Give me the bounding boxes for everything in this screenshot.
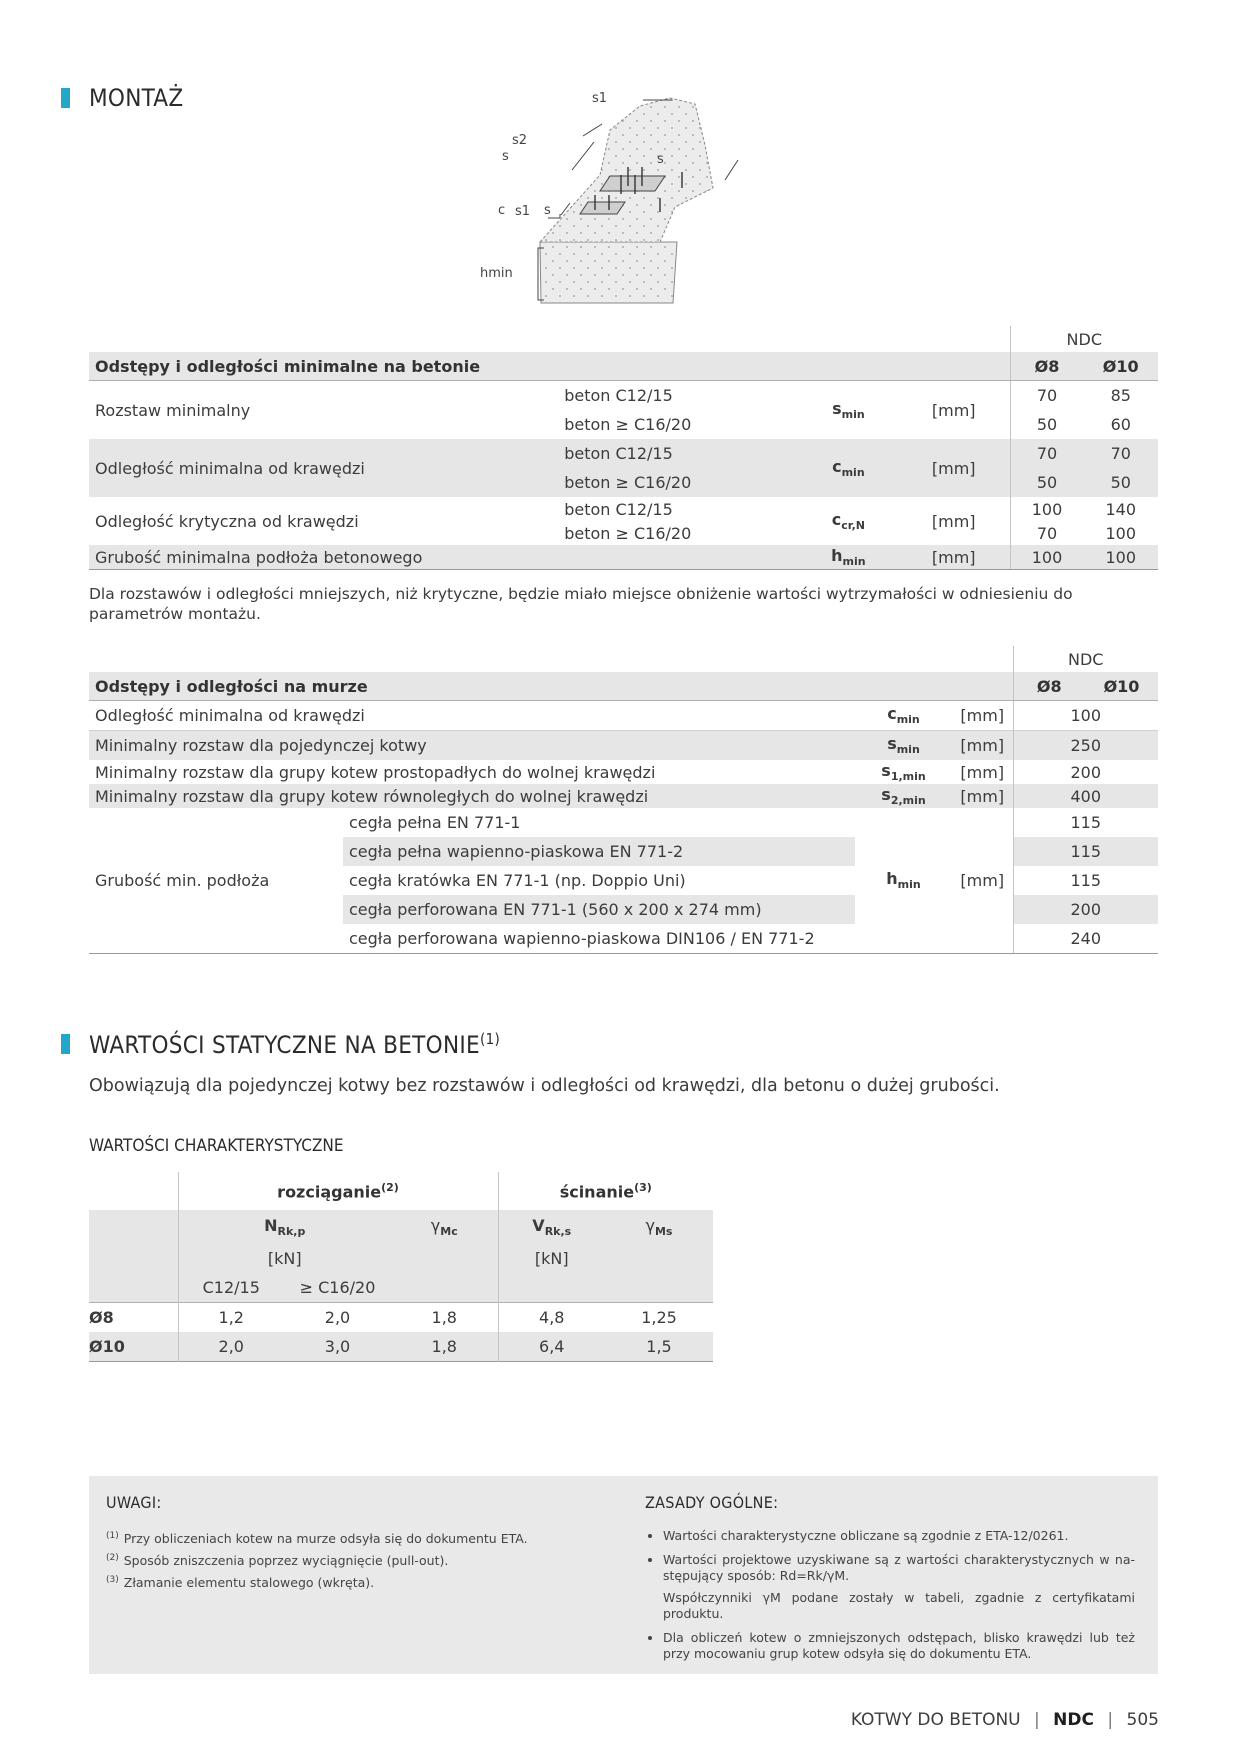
label-s1-bottom: s1 xyxy=(515,204,531,219)
row-label: Odległość minimalna od krawędzi xyxy=(89,439,558,497)
anchor-plate-2 xyxy=(580,202,625,214)
table-title: Odstępy i odległości na murze xyxy=(89,672,1013,701)
footnote: $^{(1)}$ Przy obliczeniach kotew na murze odsyła się do dokumentu ETA. xyxy=(106,1531,528,1547)
row-symbol: $c_{min}$ xyxy=(799,439,898,497)
unit-kn: [kN] xyxy=(498,1244,605,1273)
brick-name: cegła perforowana wapienno-piaskowa DIN106 / EN 771-2 xyxy=(343,924,855,954)
header-gmc: $\gamma_{Mc}$ xyxy=(430,1215,458,1239)
page-number: 505 xyxy=(1126,1710,1159,1730)
row-unit: [mm] xyxy=(960,762,1005,782)
section-title-static: WARTOŚCI STATYCZNE NA BETONIE$^{(1)}$ xyxy=(89,1030,501,1059)
static-subtitle: WARTOŚCI CHARAKTERYSTYCZNE xyxy=(89,1136,344,1156)
notes-box xyxy=(89,1476,1158,1674)
cell-value: 100 xyxy=(1105,523,1137,543)
cell-value: 70 xyxy=(1010,439,1083,468)
cell-value: 1,5 xyxy=(646,1337,672,1356)
row-symbol: $s_{min}$ xyxy=(855,731,952,761)
row-symbol: $s_{min}$ xyxy=(832,398,865,422)
list-item: • Dla obliczeń kotew o zmniejszonych odstępach, blisko krawędzi lub też przy mocowaniu grup kotew odsyła się do dokumentu ETA. xyxy=(663,1630,1135,1662)
footnote: $^{(2)}$ Sposób zniszczenia poprzez wyciągnięcie (pull-out). xyxy=(106,1553,449,1569)
row-unit: [mm] xyxy=(931,400,976,420)
label-hmin: hmin xyxy=(480,266,513,281)
row-label: Minimalny rozstaw dla pojedynczej kotwy xyxy=(89,731,855,761)
footnote: $^{(3)}$ Złamanie elementu stalowego (wkręta). xyxy=(106,1575,375,1591)
cell-value: 6,4 xyxy=(498,1332,605,1362)
table-spacing-masonry xyxy=(89,646,1158,954)
section-marker xyxy=(61,88,70,108)
cell-value: 2,0 xyxy=(324,1308,351,1327)
cell-value: 140 xyxy=(1105,499,1137,519)
table-characteristic-values xyxy=(89,1172,713,1362)
cell-value: 4,8 xyxy=(498,1303,605,1333)
group-unit: [mm] xyxy=(952,808,1013,954)
cell-value: 200 xyxy=(1013,760,1158,784)
cell-value: 250 xyxy=(1013,731,1158,761)
row-label: Rozstaw minimalny xyxy=(95,400,251,420)
cell-value: 50 xyxy=(1010,468,1083,497)
cell-value: 70 xyxy=(1010,381,1083,411)
row-symbol: $s_{1,min}$ xyxy=(881,760,926,784)
zasady-list xyxy=(645,1528,1135,1670)
row-label: Grubość minimalna podłoża betonowego xyxy=(89,545,799,570)
row-unit: [mm] xyxy=(960,706,1005,725)
anchor-plate-1 xyxy=(600,176,665,191)
row-symbol: $h_{min}$ xyxy=(799,545,898,570)
col-d10: Ø10 xyxy=(1083,352,1158,381)
row-d8: Ø8 xyxy=(89,1308,114,1327)
footer-brand: NDC xyxy=(1053,1710,1094,1730)
label-s1-top: s1 xyxy=(592,91,608,106)
row-sub: beton C12/15 xyxy=(558,439,799,468)
cell-value: 115 xyxy=(1013,808,1158,837)
cell-value: 115 xyxy=(1013,837,1158,866)
cell-value: 400 xyxy=(1013,784,1158,808)
cell-value: 3,0 xyxy=(324,1337,351,1356)
installation-diagram xyxy=(480,90,770,310)
row-sub: beton ≥ C16/20 xyxy=(564,415,692,434)
col-d8: Ø8 xyxy=(1010,352,1083,381)
unit-kn: [kN] xyxy=(178,1244,391,1273)
cell-value: 1,2 xyxy=(178,1303,284,1333)
row-label: Odległość krytyczna od krawędzi xyxy=(95,511,359,531)
brick-name: cegła pełna wapienno-piaskowa EN 771-2 xyxy=(343,837,855,866)
cell-value: 70 xyxy=(1083,439,1158,468)
row-symbol: $c_{min}$ xyxy=(887,704,920,727)
footer-section: KOTWY DO BETONU xyxy=(850,1710,1021,1730)
col-d10: Ø10 xyxy=(1085,672,1158,701)
group-label: Grubość min. podłoża xyxy=(89,808,343,954)
table-min-spacing-concrete xyxy=(89,326,1158,570)
cell-value: 240 xyxy=(1013,924,1158,954)
cell-value: 100 xyxy=(1010,497,1083,521)
row-unit: [mm] xyxy=(898,545,1010,570)
cell-value: 50 xyxy=(1010,410,1083,439)
header-shear: ścinanie$^{(3)}$ xyxy=(498,1172,713,1210)
cell-value: 70 xyxy=(1010,521,1083,545)
row-symbol: $c_{cr,N}$ xyxy=(831,509,865,533)
row-label: Minimalny rozstaw dla grupy kotew równoległych do wolnej krawędzi xyxy=(89,784,855,808)
cell-value: 100 xyxy=(1010,545,1083,570)
page-footer: KOTWY DO BETONU | NDC | 505 xyxy=(850,1710,1159,1730)
static-intro: Obowiązują dla pojedynczej kotwy bez rozstawów i odległości od krawędzi, dla betonu o dużej grubości. xyxy=(89,1076,1000,1096)
label-s-left: s xyxy=(502,149,509,164)
zasady-title: ZASADY OGÓLNE: xyxy=(645,1493,779,1512)
row-label: Minimalny rozstaw dla grupy kotew prostopadłych do wolnej krawędzi xyxy=(95,762,656,782)
cell-value: 85 xyxy=(1110,386,1131,405)
table1-note: Dla rozstawów i odległości mniejszych, niż krytyczne, będzie miało miejsce obniżenie wartości wytrzymałości w odniesieniu do parametrów montażu. xyxy=(89,585,1073,623)
list-item: • Wartości projektowe uzyskiwane są z wartości charakterystycznych w na-stępujący sposób: Rd=Rk/γM. Współczynniki γM podane zostały w tabeli, zgadnie z certyfikatami produktu. xyxy=(663,1552,1135,1622)
row-unit: [mm] xyxy=(898,439,1010,497)
row-symbol: $s_{2,min}$ xyxy=(855,784,952,808)
cell-value: 100 xyxy=(1013,701,1158,731)
header-nrk: $N_{Rk,p}$ xyxy=(178,1210,391,1244)
cell-value: 100 xyxy=(1083,545,1158,570)
row-sub: beton ≥ C16/20 xyxy=(564,523,692,543)
brick-name: cegła pełna EN 771-1 xyxy=(349,813,521,832)
ndc-header: NDC xyxy=(1010,326,1158,352)
row-sub: beton ≥ C16/20 xyxy=(558,468,799,497)
label-s-bottom: s xyxy=(544,203,551,218)
row-unit: [mm] xyxy=(931,511,976,531)
table-title: Odstępy i odległości minimalne na betonie xyxy=(89,352,1010,381)
col-c1620: ≥ C16/20 xyxy=(299,1278,376,1297)
header-tension: rozciąganie$^{(2)}$ xyxy=(178,1172,498,1210)
col-c1215: C12/15 xyxy=(178,1273,284,1303)
row-label: Odległość minimalna od krawędzi xyxy=(95,706,365,725)
header-vrk: $V_{Rk,s}$ xyxy=(498,1210,605,1244)
cell-value: 1,8 xyxy=(431,1337,457,1356)
ndc-header: NDC xyxy=(1013,646,1158,672)
row-sub: beton C12/15 xyxy=(564,499,673,519)
section-title-montaz: MONTAŻ xyxy=(89,84,184,112)
header-gms: $\gamma_{Ms}$ xyxy=(645,1215,673,1239)
row-d10: Ø10 xyxy=(89,1337,125,1356)
cell-value: 200 xyxy=(1013,895,1158,924)
list-item: • Wartości charakterystyczne obliczane są zgodnie z ETA-12/0261. xyxy=(663,1528,1135,1544)
row-unit: [mm] xyxy=(952,731,1013,761)
cell-value: 1,8 xyxy=(431,1308,457,1327)
cell-value: 1,25 xyxy=(641,1308,677,1327)
label-c: c xyxy=(498,203,506,218)
label-s2: s2 xyxy=(512,133,528,148)
cell-value: 115 xyxy=(1013,866,1158,895)
cell-value: 2,0 xyxy=(178,1332,284,1362)
row-unit: [mm] xyxy=(952,784,1013,808)
brick-name: cegła kratówka EN 771-1 (np. Doppio Uni) xyxy=(349,871,686,890)
section-marker xyxy=(61,1034,70,1054)
label-s-right: s xyxy=(657,152,664,167)
col-d8: Ø8 xyxy=(1013,672,1085,701)
uwagi-title: UWAGI: xyxy=(106,1493,162,1512)
group-symbol: $h_{min}$ xyxy=(855,808,952,954)
brick-name: cegła perforowana EN 771-1 (560 x 200 x 274 mm) xyxy=(343,895,855,924)
cell-value: 50 xyxy=(1083,468,1158,497)
row-sub: beton C12/15 xyxy=(564,386,673,405)
cell-value: 60 xyxy=(1110,415,1131,434)
